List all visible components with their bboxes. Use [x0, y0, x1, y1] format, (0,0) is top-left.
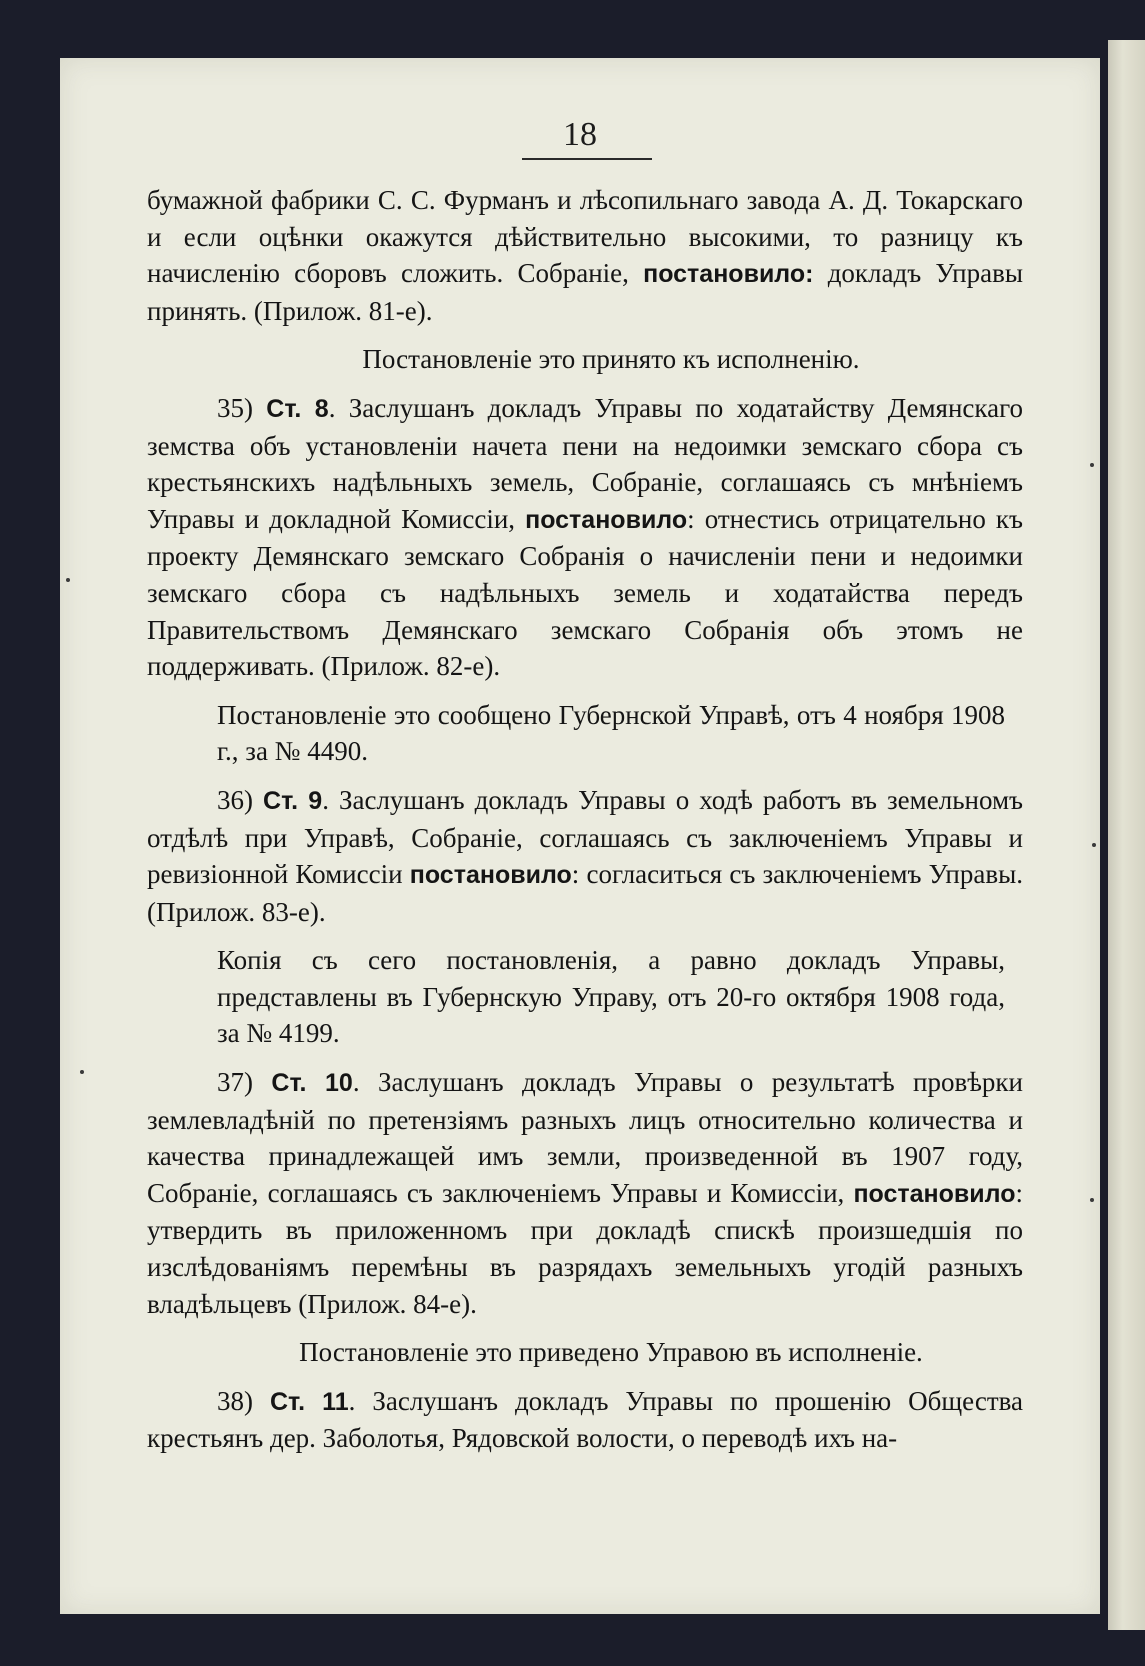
- print-speck: [80, 1070, 84, 1074]
- text-run: Постановленіе это принято къ исполненію.: [362, 344, 860, 375]
- adjacent-page-edge: [1108, 40, 1145, 1630]
- paragraph: [147, 182, 1023, 329]
- text-run: : утвердить въ приложенномъ при докладѣ спискѣ произшедшія по изслѣдованіямъ перемѣны въ разрядахъ земельныхъ угодій разныхъ владѣльцевъ (Прилож. 84-е).: [147, 1177, 1023, 1319]
- print-speck: [1090, 1198, 1094, 1202]
- paragraph: [147, 1064, 1023, 1322]
- resolution-note: [217, 942, 1005, 1052]
- bold-term: постановило: [853, 1179, 1016, 1208]
- bold-term: постановило:: [643, 260, 814, 289]
- paragraph: [147, 782, 1023, 930]
- text-run: 38): [217, 1385, 270, 1416]
- text-run: 35): [217, 392, 267, 423]
- text-run: 37): [217, 1067, 272, 1098]
- bold-term: Ст. 9: [263, 786, 323, 815]
- text-run: . Заслушанъ докладъ Управы по ходатайству Демянскаго земства объ установленіи начета пени на недоимки земскаго сбора съ крестьянскихъ надѣльныхъ земель, Собраніе, соглашаясь съ мнѣніемъ Управы и докладной Комиссіи,: [147, 392, 1023, 534]
- paragraph: [147, 1383, 1023, 1457]
- print-speck: [1090, 463, 1094, 467]
- page-number: 18: [563, 116, 597, 153]
- print-speck: [1092, 843, 1096, 847]
- text-run: бумажной фабрики С. С. Фурманъ и лѣсопильнаго завода А. Д. Токарскаго и если оцѣнки окажутся дѣйствительно высокими, то разницу къ начисленію сборовъ сложить. Собраніе,: [147, 185, 1023, 289]
- page-number-rule: [522, 158, 652, 160]
- bold-term: постановило: [409, 861, 572, 890]
- text-run: : отнестись отрицательно къ проекту Демянскаго земскаго Собранія о начисленіи пени и недоимки земскаго сбора съ надѣльныхъ земель и ходатайства передъ Правительствомъ Демянскаго земскаго Собранія объ этомъ не поддерживать. (Прилож. 82-е).: [147, 503, 1023, 682]
- print-speck: [66, 578, 70, 582]
- text-run: . Заслушанъ докладъ Управы о результатѣ провѣрки землевладѣній по претензіямъ разныхъ лицъ относительно количества и качества принадлежащей имъ земли, произведенной въ 1907 году, Собраніе, соглашаясь съ заключеніемъ Управы и Комиссіи,: [147, 1067, 1023, 1208]
- bold-term: Ст. 8: [266, 394, 329, 423]
- text-run: : согласиться съ заключеніемъ Управы. (Прилож. 83-е).: [147, 859, 1023, 927]
- text-run: Постановленіе это сообщено Губернской Управѣ, отъ 4 ноября 1908 г., за № 4490.: [217, 699, 1005, 767]
- resolution-note: [217, 341, 1005, 378]
- text-run: Копія съ сего постановленія, а равно докладъ Управы, представлены въ Губернскую Управу, отъ 20-го октября 1908 года, за № 4199.: [217, 945, 1005, 1049]
- text-run: 36): [217, 784, 264, 815]
- bold-term: постановило: [525, 505, 688, 534]
- paragraph: [147, 390, 1023, 685]
- body-text: [147, 182, 1023, 1457]
- text-run: . Заслушанъ докладъ Управы о ходѣ работъ въ земельномъ отдѣлѣ при Управѣ, Собраніе, соглашаясь съ заключеніемъ Управы и ревизіонной Комиссіи: [147, 784, 1023, 890]
- text-run: докладъ Управы принять. (Прилож. 81-е).: [147, 258, 1023, 326]
- resolution-note: [217, 1334, 1005, 1371]
- bold-term: Ст. 11: [269, 1387, 349, 1416]
- bold-term: Ст. 10: [271, 1069, 353, 1098]
- resolution-note: [217, 697, 1005, 770]
- document-page: [60, 58, 1100, 1614]
- text-run: Постановленіе это приведено Управою въ исполненіе.: [299, 1337, 923, 1368]
- text-run: . Заслушанъ докладъ Управы по прошенію Общества крестьянъ дер. Заболотья, Рядовской волости, о переводѣ ихъ на-: [147, 1385, 1024, 1454]
